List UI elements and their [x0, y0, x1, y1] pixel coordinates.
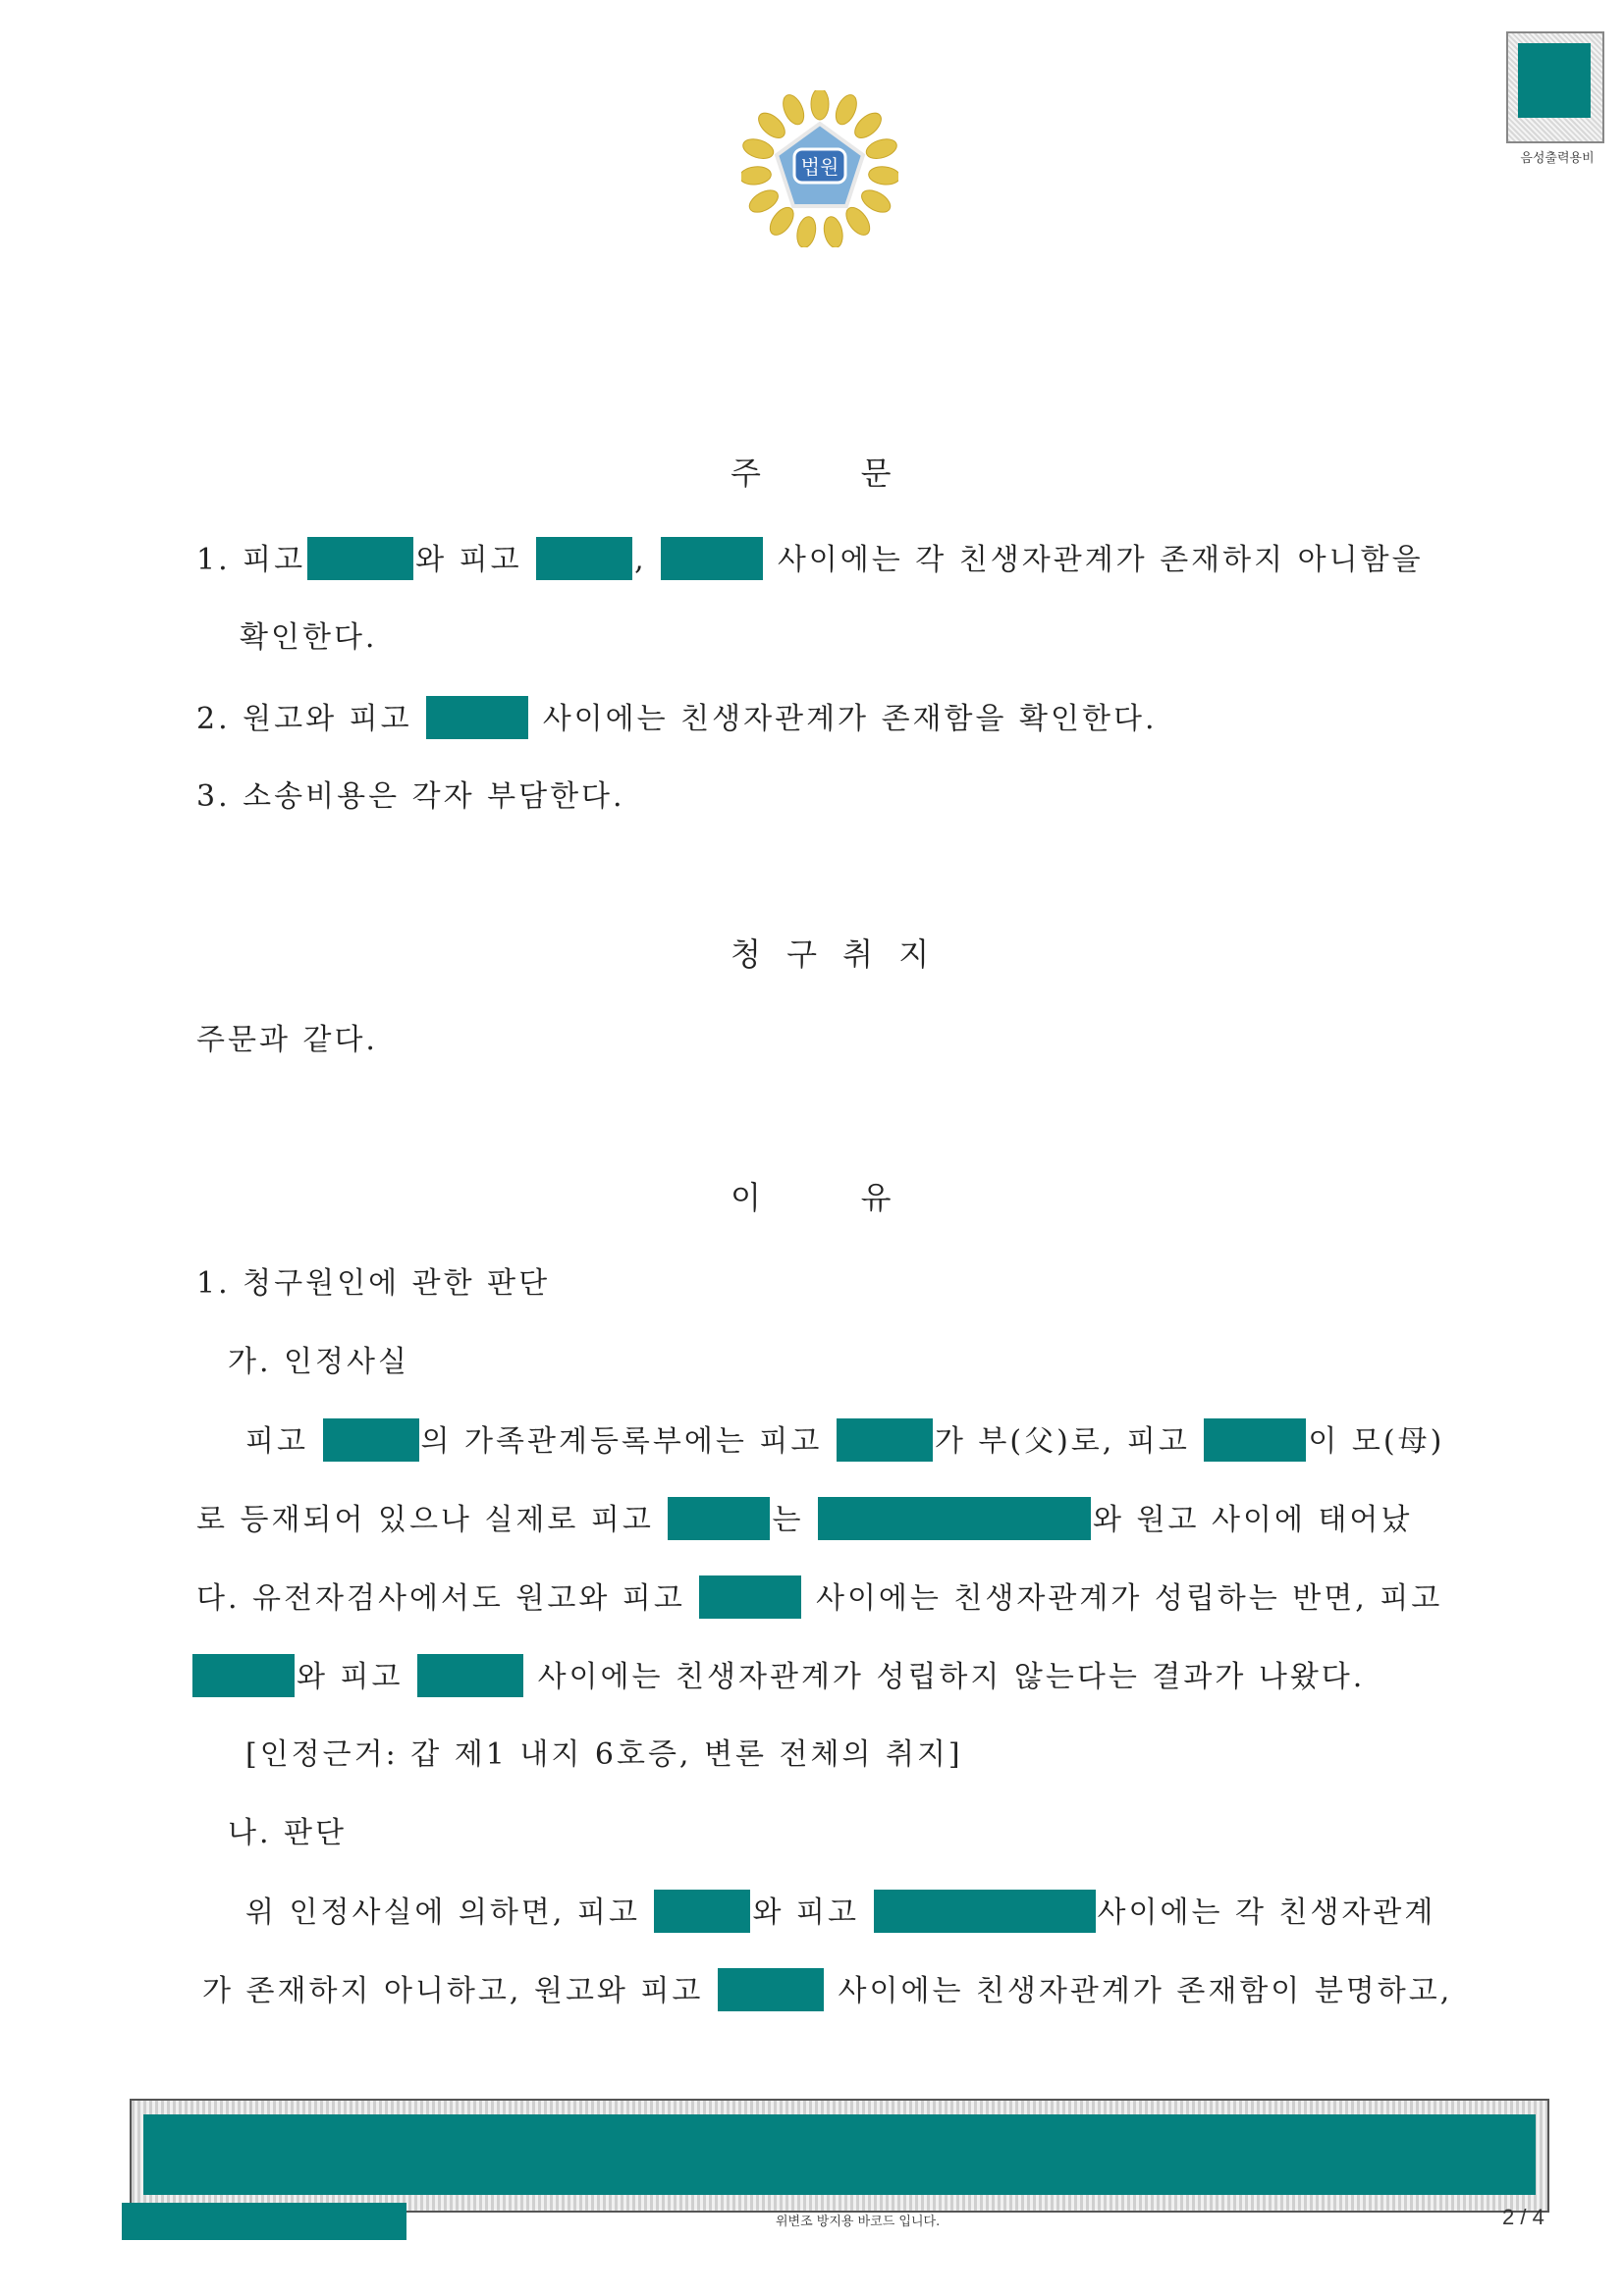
redaction-block [668, 1497, 770, 1540]
claim-text: 주문과 같다. [196, 1023, 378, 1057]
order-item-3 [196, 777, 625, 817]
text: 피고 [243, 543, 306, 577]
redaction-block [192, 1654, 295, 1697]
heading-claim: 청 구 취 지 [731, 935, 938, 973]
seal-text: 법원 [800, 155, 839, 179]
barcode-caption: 위변조 방지용 바코드 입니다. [776, 2215, 941, 2229]
order-item-1-continued: 확인한다. [240, 620, 378, 655]
text: 사이에는 각 친생자관계가 존재하지 아니함을 [777, 543, 1424, 577]
redaction-block [426, 696, 528, 739]
heading-reason: 이 유 [731, 1179, 892, 1216]
item-number: 3. [196, 779, 231, 814]
item-number: 1. [196, 543, 231, 577]
text: 는 [772, 1503, 804, 1537]
redaction-block [417, 1654, 523, 1697]
text: 가 부(父)로, 피고 [934, 1424, 1190, 1459]
text: 위 인정사실에 의하면, 피고 [245, 1896, 640, 1930]
redaction-block [818, 1497, 1091, 1540]
reason-sub-b: 나. 판단 [228, 1816, 348, 1850]
text: 이 모(母) [1308, 1424, 1445, 1459]
reason-sub-a: 가. 인정사실 [228, 1345, 409, 1379]
audio-output-code [1506, 31, 1604, 143]
order-item-2 [196, 699, 1158, 742]
fact-line-4 [190, 1657, 1365, 1700]
text: 피고 [245, 1424, 308, 1459]
text: 소송비용은 각자 부담한다. [243, 779, 625, 814]
redaction-block [837, 1418, 933, 1462]
order-item-1 [196, 540, 1424, 583]
redaction-block [661, 537, 763, 580]
redaction-block [654, 1890, 750, 1933]
text: 사이에는 친생자관계가 성립하지 않는다는 결과가 나왔다. [537, 1660, 1366, 1694]
court-seal-logo [741, 90, 898, 247]
text: 가 존재하지 아니하고, 원고와 피고 [202, 1974, 704, 2008]
text: 의 가족관계등록부에는 피고 [420, 1424, 823, 1459]
fact-line-2 [196, 1500, 1412, 1543]
redaction-block [323, 1418, 419, 1462]
redaction-block [1204, 1418, 1306, 1462]
redaction-block [1518, 43, 1591, 118]
fact-line-1 [245, 1421, 1444, 1465]
text: 와 피고 [752, 1896, 859, 1930]
text: 사이에는 친생자관계가 존재함을 확인한다. [542, 702, 1158, 736]
redaction-block [122, 2203, 406, 2240]
text: 와 원고 사이에 태어났 [1092, 1503, 1413, 1537]
text: , [634, 543, 647, 577]
redaction-block [874, 1890, 1096, 1933]
redaction-block [699, 1575, 801, 1619]
evidence-line: [인정근거: 갑 제1 내지 6호증, 변론 전체의 취지] [245, 1737, 963, 1772]
text: 로 등재되어 있으나 실제로 피고 [196, 1503, 654, 1537]
redaction-block [143, 2114, 1536, 2195]
page-number: 2 / 4 [1502, 2205, 1544, 2229]
redaction-block [307, 537, 413, 580]
item-number: 2. [196, 702, 231, 736]
judgment-line-1 [245, 1893, 1435, 1936]
qr-label: 음성출력용비 [1520, 151, 1595, 166]
text: 사이에는 각 친생자관계 [1097, 1896, 1436, 1930]
heading-order: 주 문 [731, 454, 892, 492]
fact-line-3 [196, 1578, 1442, 1622]
text: 사이에는 친생자관계가 성립하는 반면, 피고 [815, 1581, 1443, 1616]
reason-subheading: 1. 청구원인에 관한 판단 [196, 1266, 551, 1301]
text: 와 피고 [297, 1660, 404, 1694]
text: 원고와 피고 [243, 702, 412, 736]
text: 다. 유전자검사에서도 원고와 피고 [196, 1581, 685, 1616]
judgment-line-2 [202, 1971, 1452, 2014]
redaction-block [718, 1968, 824, 2011]
text: 사이에는 친생자관계가 존재함이 분명하고, [838, 1974, 1453, 2008]
text: 와 피고 [415, 543, 522, 577]
anti-forgery-barcode [130, 2099, 1549, 2213]
redaction-block [536, 537, 632, 580]
